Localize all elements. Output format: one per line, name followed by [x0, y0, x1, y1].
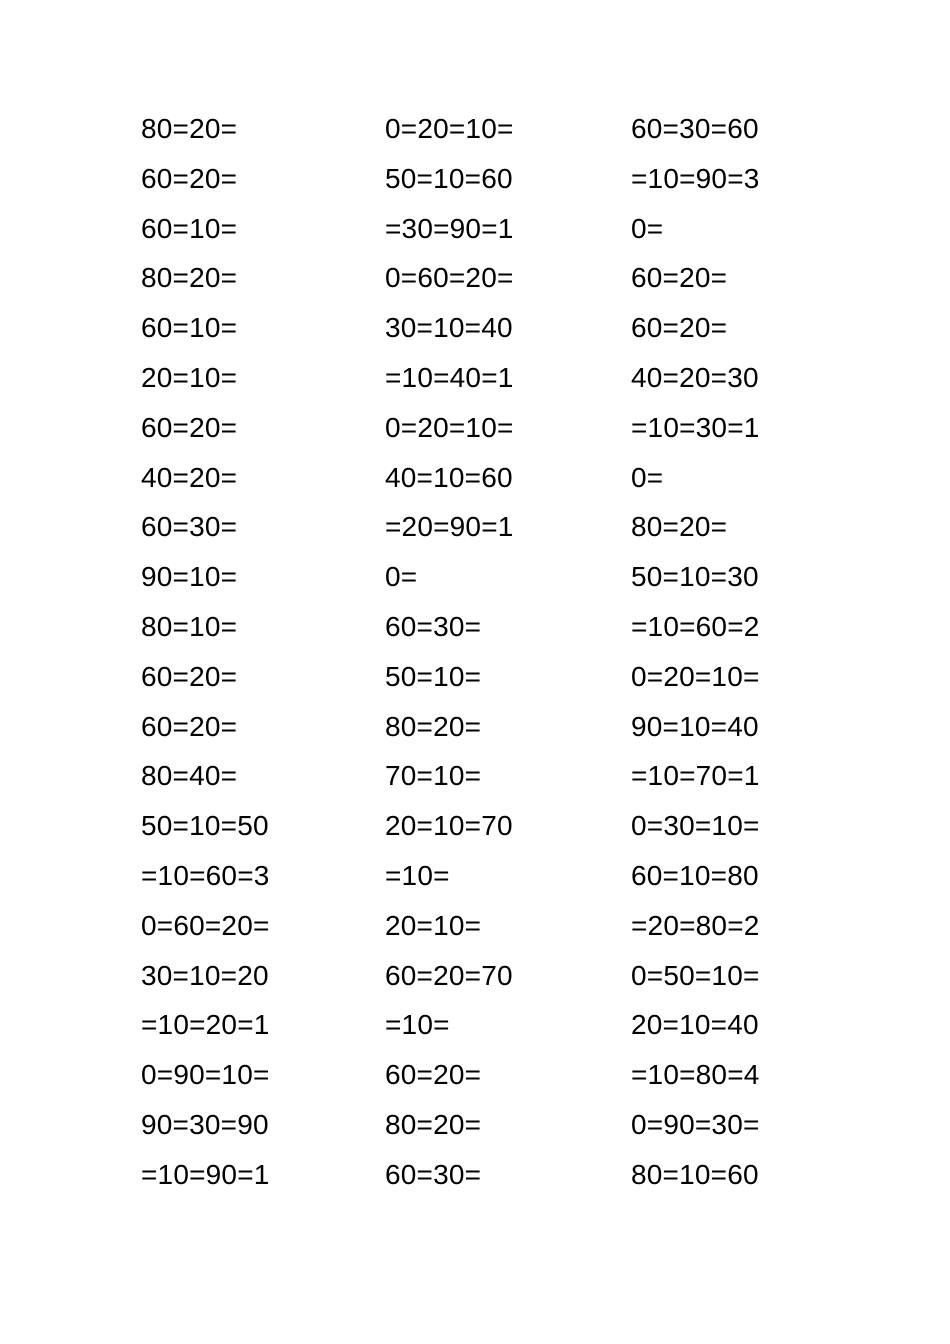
equation-line: 80=20= — [631, 511, 728, 543]
equation-line: 30=10=20 — [141, 959, 269, 991]
equation-line: 20=10=70 — [385, 810, 513, 842]
equation-line: 20=10= — [141, 361, 238, 393]
equation-line: 0=30=10= — [631, 810, 760, 842]
equation-line: 0= — [385, 561, 418, 593]
equation-line: 0=90=30= — [631, 1108, 760, 1140]
equation-line: 80=10= — [141, 610, 238, 642]
equation-line: 60=10= — [141, 312, 238, 344]
equation-line: 0=20=10= — [385, 411, 514, 443]
equation-line: 30=10=40 — [385, 312, 513, 344]
equation-line: =30=90=1 — [385, 212, 514, 244]
equation-line: 60=20= — [631, 262, 728, 294]
equation-line: 40=20=30 — [631, 361, 759, 393]
equation-line: 60=20= — [631, 312, 728, 344]
equation-line: 60=30=60 — [631, 113, 759, 144]
equation-line: 0=60=20= — [385, 262, 514, 294]
equation-line: 50=10=60 — [385, 162, 513, 194]
equation-line: 0= — [631, 461, 664, 493]
equation-line: =10= — [385, 859, 450, 891]
equation-line: 60=20= — [141, 710, 238, 742]
equation-line: 60=20=70 — [385, 959, 513, 991]
equation-line: =20=80=2 — [631, 909, 760, 941]
equation-line: 80=10=60 — [631, 1158, 759, 1190]
equation-line: 60=20= — [141, 411, 238, 443]
equation-line: =10=60=3 — [141, 859, 270, 891]
equation-line: 20=10=40 — [631, 1009, 759, 1041]
equation-line: 60=30= — [385, 610, 482, 642]
equation-line: 0=20=10= — [385, 113, 514, 144]
equation-line: 0=50=10= — [631, 959, 760, 991]
equation-line: 50=10= — [385, 660, 482, 692]
equation-line: 60=10= — [141, 212, 238, 244]
equation-line: 90=10=40 — [631, 710, 759, 742]
equation-line: 80=20= — [141, 113, 238, 144]
equation-line: =20=90=1 — [385, 511, 514, 543]
equation-line: =10=90=1 — [141, 1158, 270, 1190]
equation-line: 0=20=10= — [631, 660, 760, 692]
equation-line: 60=10=80 — [631, 859, 759, 891]
equation-line: 60=20= — [385, 1059, 482, 1091]
equation-line: 60=30= — [385, 1158, 482, 1190]
equation-line: 90=10= — [141, 561, 238, 593]
equation-line: 0=90=10= — [141, 1059, 270, 1091]
equation-line: 40=10=60 — [385, 461, 513, 493]
equation-line: 80=20= — [141, 262, 238, 294]
equation-line: =10=90=3 — [631, 162, 760, 194]
equation-line: =10=40=1 — [385, 361, 514, 393]
equation-column-1 — [141, 104, 270, 1200]
equation-line: =10= — [385, 1009, 450, 1041]
equation-line: 0=60=20= — [141, 909, 270, 941]
equation-line: 50=10=50 — [141, 810, 269, 842]
equation-line: 60=20= — [141, 162, 238, 194]
equation-line: 80=20= — [385, 710, 482, 742]
equation-line: =10=20=1 — [141, 1009, 270, 1041]
equation-line: 20=10= — [385, 909, 482, 941]
equation-line: =10=70=1 — [631, 760, 760, 792]
equation-line: 60=20= — [141, 660, 238, 692]
equation-line: 60=30= — [141, 511, 238, 543]
equation-line: =10=30=1 — [631, 411, 760, 443]
equation-line: 80=20= — [385, 1108, 482, 1140]
equation-column-2 — [385, 104, 514, 1200]
equation-line: 80=40= — [141, 760, 238, 792]
equation-line: 70=10= — [385, 760, 482, 792]
equation-column-3 — [631, 104, 760, 1200]
equation-line: 50=10=30 — [631, 561, 759, 593]
equation-line: =10=60=2 — [631, 610, 760, 642]
equation-line: 0= — [631, 212, 664, 244]
equation-line: 90=30=90 — [141, 1108, 269, 1140]
equation-line: =10=80=4 — [631, 1059, 760, 1091]
equation-line: 40=20= — [141, 461, 238, 493]
